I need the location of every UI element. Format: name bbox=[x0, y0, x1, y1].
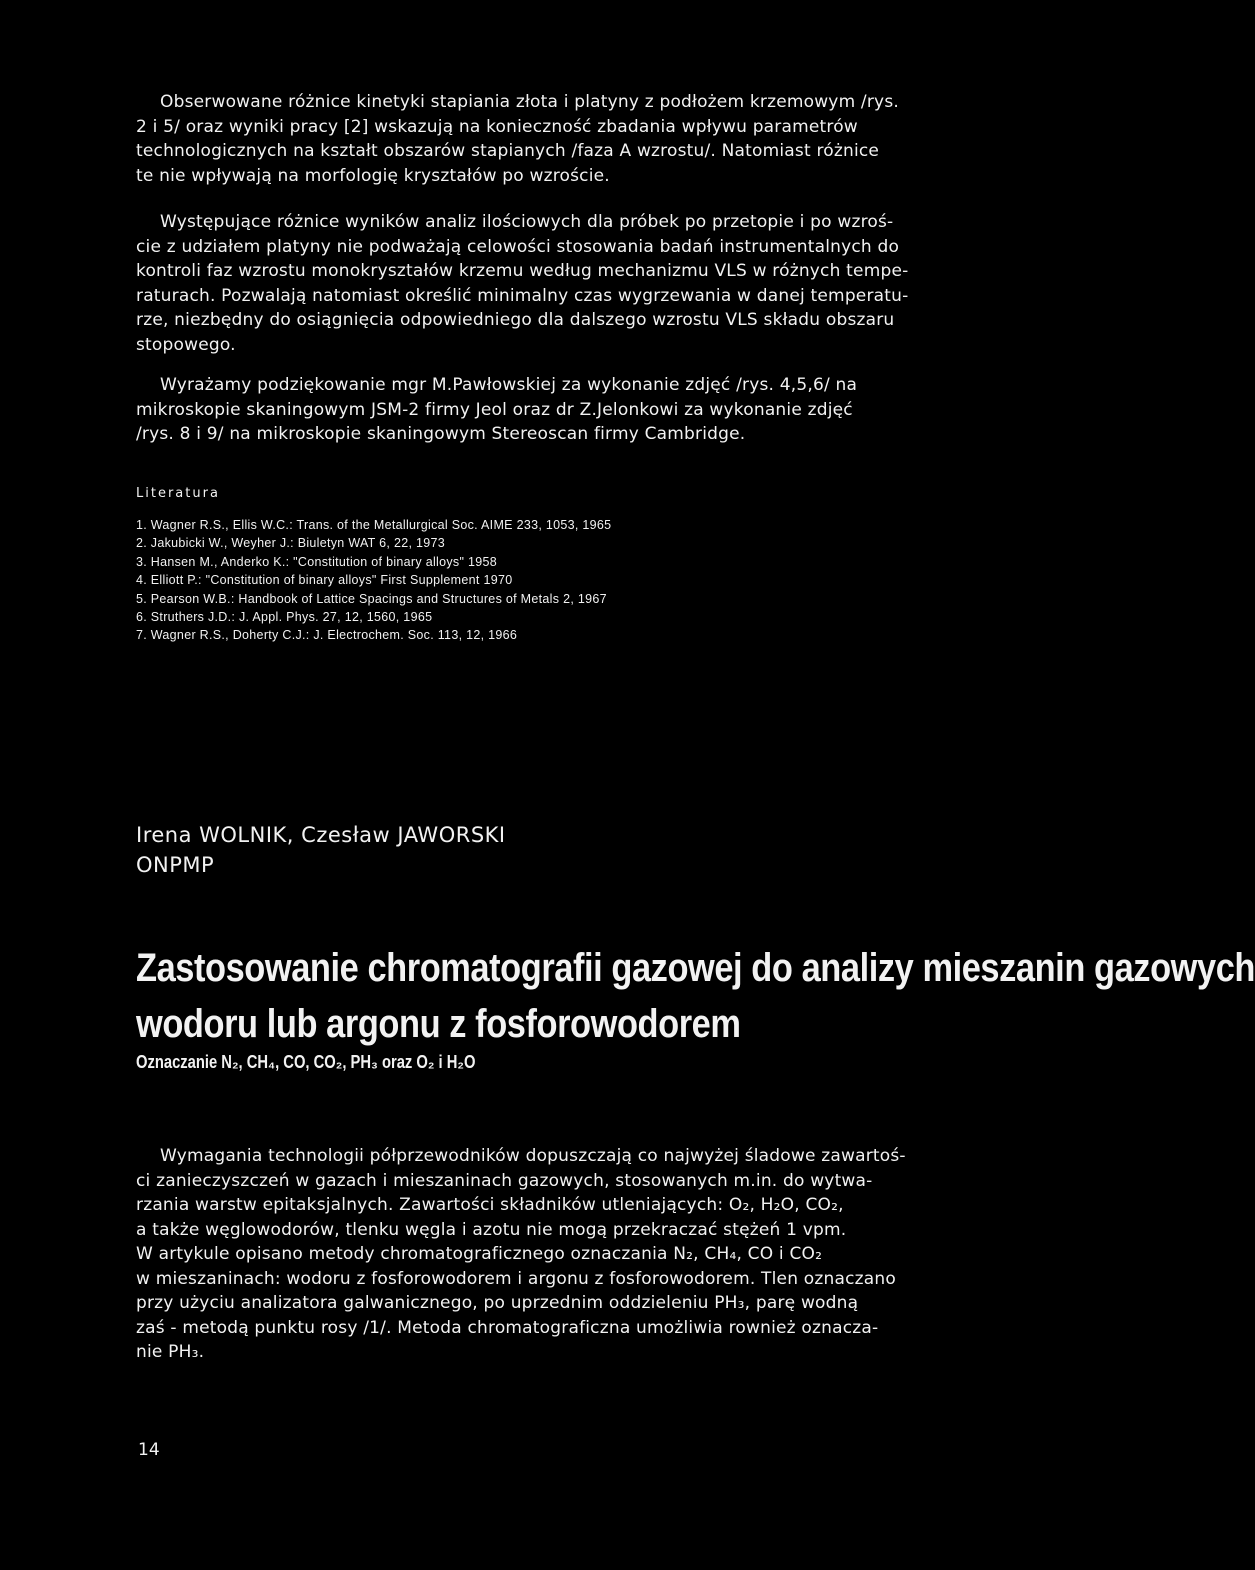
reference-item: 5. Pearson W.B.: Handbook of Lattice Spacings and Structures of Metals 2, 1967 bbox=[136, 591, 607, 606]
article-authors bbox=[136, 820, 506, 880]
title-line: wodoru lub argonu z fosforowodorem bbox=[136, 1002, 741, 1046]
text-line: Obserwowane różnice kinetyki stapiania złota i platyny z podłożem krzemowym /rys. bbox=[160, 92, 899, 112]
text-line: zaś - metodą punktu rosy /1/. Metoda chromatograficzna umożliwia rownież oznacza- bbox=[136, 1317, 879, 1338]
paragraph-analysis-differences bbox=[136, 210, 986, 357]
page-number: 14 bbox=[138, 1440, 160, 1460]
text-line: rzania warstw epitaksjalnych. Zawartości składników utleniających: O₂, H₂O, CO₂, bbox=[136, 1195, 844, 1215]
paragraph-acknowledgements bbox=[136, 373, 986, 447]
article-subtitle: Oznaczanie N₂, CH₄, CO, CO₂, PH₃ oraz O₂ i H₂O bbox=[136, 1052, 476, 1072]
text-line: raturach. Pozwalają natomiast określić minimalny czas wygrzewania w danej temperatu- bbox=[136, 285, 909, 306]
text-line: Występujące różnice wyników analiz ilościowych dla próbek po przetopie i po wzroś- bbox=[160, 212, 894, 232]
text-line: 2 i 5/ oraz wyniki pracy [2] wskazują na konieczność zbadania wpływu parametrów bbox=[136, 116, 858, 137]
paragraph-abstract bbox=[136, 1144, 986, 1365]
text-line: stopowego. bbox=[136, 334, 236, 355]
text-line: nie PH₃. bbox=[136, 1342, 205, 1362]
reference-item: 4. Elliott P.: "Constitution of binary alloys" First Supplement 1970 bbox=[136, 573, 513, 588]
author-affiliation: ONPMP bbox=[136, 853, 215, 877]
text-line: te nie wpływają na morfologię kryształów po wzroście. bbox=[136, 165, 610, 186]
text-line: ci zanieczyszczeń w gazach i mieszaninach gazowych, stosowanych m.in. do wytwa- bbox=[136, 1170, 873, 1191]
text-line: kontroli faz wzrostu monokryształów krzemu według mechanizmu VLS w różnych tempe- bbox=[136, 261, 909, 281]
text-line: rze, niezbędny do osiągnięcia odpowiedniego dla dalszego wzrostu VLS składu obszaru bbox=[136, 310, 895, 330]
text-line: Wymagania technologii półprzewodników dopuszczają co najwyżej śladowe zawartoś- bbox=[160, 1146, 906, 1166]
text-line: a także węglowodorów, tlenku węgla i azotu nie mogą przekraczać stężeń 1 vpm. bbox=[136, 1219, 847, 1240]
text-line: technologicznych na kształt obszarów stapianych /faza A wzrostu/. Natomiast różnice bbox=[136, 141, 880, 161]
text-line: Wyrażamy podziękowanie mgr M.Pawłowskiej za wykonanie zdjęć /rys. 4,5,6/ na bbox=[160, 375, 858, 395]
text-line: w mieszaninach: wodoru z fosforowodorem i argonu z fosforowodorem. Tlen oznaczano bbox=[136, 1268, 896, 1289]
reference-list bbox=[136, 516, 611, 645]
literature-heading: Literatura bbox=[136, 486, 220, 501]
reference-item: 3. Hansen M., Anderko K.: "Constitution of binary alloys" 1958 bbox=[136, 554, 497, 569]
article-title bbox=[136, 940, 1255, 1052]
reference-item: 6. Struthers J.D.: J. Appl. Phys. 27, 12, 1560, 1965 bbox=[136, 610, 433, 625]
paragraph-observations bbox=[136, 90, 986, 188]
text-line: cie z udziałem platyny nie podważają celowości stosowania badań instrumentalnych do bbox=[136, 236, 900, 257]
reference-item: 7. Wagner R.S., Doherty C.J.: J. Electrochem. Soc. 113, 12, 1966 bbox=[136, 628, 518, 643]
reference-item: 2. Jakubicki W., Weyher J.: Biuletyn WAT 6, 22, 1973 bbox=[136, 536, 446, 551]
text-line: /rys. 8 i 9/ na mikroskopie skaningowym Stereoscan firmy Cambridge. bbox=[136, 424, 746, 444]
reference-item: 1. Wagner R.S., Ellis W.C.: Trans. of the Metallurgical Soc. AIME 233, 1053, 1965 bbox=[136, 518, 612, 532]
text-line: W artykule opisano metody chromatograficznego oznaczania N₂, CH₄, CO i CO₂ bbox=[136, 1244, 823, 1264]
text-line: mikroskopie skaningowym JSM-2 firmy Jeol oraz dr Z.Jelonkowi za wykonanie zdjęć bbox=[136, 399, 853, 420]
text-line: przy użyciu analizatora galwanicznego, po uprzednim oddzieleniu PH₃, parę wodną bbox=[136, 1293, 859, 1313]
author-names: Irena WOLNIK, Czesław JAWORSKI bbox=[136, 823, 506, 847]
title-line: Zastosowanie chromatografii gazowej do analizy mieszanin gazowych bbox=[136, 946, 1255, 990]
